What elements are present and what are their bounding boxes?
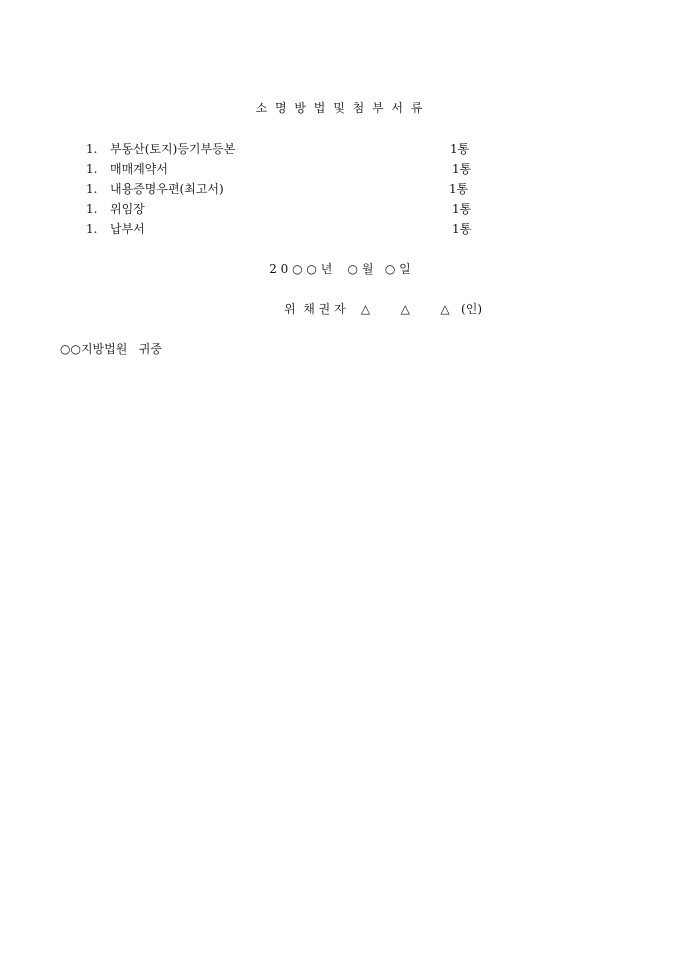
attachment-number: 1.: [86, 182, 98, 196]
attachment-name: 내용증명우편(최고서): [110, 182, 224, 196]
attachment-count: 1통: [449, 182, 469, 196]
attachment-count: 1통: [452, 222, 472, 236]
attachment-count: 1통: [450, 142, 470, 156]
attachment-name: 매매계약서: [110, 162, 168, 176]
attachment-name: 위임장: [110, 202, 145, 216]
attachment-count: 1통: [452, 202, 472, 216]
attachment-number: 1.: [86, 222, 98, 236]
court-addressee: ○○지방법원 귀중: [60, 342, 162, 356]
attachment-count: 1통: [452, 162, 472, 176]
section-title: 소 명 방 법 및 첨 부 서 류: [255, 101, 425, 115]
attachment-name: 부동산(토지)등기부등본: [110, 142, 236, 156]
attachment-number: 1.: [86, 162, 98, 176]
attachment-number: 1.: [86, 202, 98, 216]
attachment-number: 1.: [86, 142, 98, 156]
attachment-name: 납부서: [110, 222, 145, 236]
signer-line: 위 채 권 자 △ △ △ (인): [284, 302, 482, 316]
document-date: 2 0 ○ ○ 년 ○ 월 ○ 일: [269, 262, 411, 276]
